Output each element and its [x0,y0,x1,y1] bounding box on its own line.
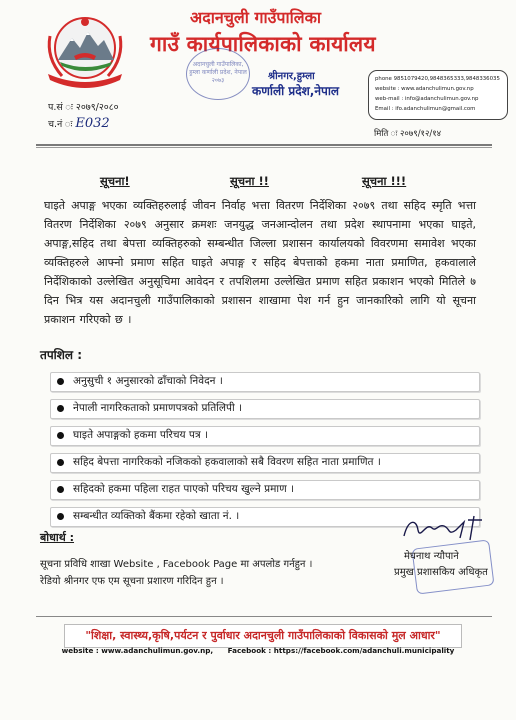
municipality-name: अदानचुली गाउँपालिका [190,8,322,27]
nepal-emblem-icon [40,8,130,94]
location-line-1: श्रीनगर,हुम्ला [268,71,315,82]
date-value: २०७९/१२/१४ [400,129,442,139]
office-stamp-text: अदानचुली गाउँपालिका, हुम्ला कर्णाली प्रदेश, नेपाल २०७३ [189,61,247,84]
footer-website: website : www.adanchulimun.gov.np, [61,646,214,655]
bullet-icon [57,486,64,493]
notice-heading-1: सूचना! [100,174,130,188]
list-item: सहिदको हकमा पहिला राहत पाएको परिचय खुल्ने प्रमाण । [50,480,480,500]
office-stamp [186,48,250,100]
list-item: घाइते अपाङ्गको हकमा परिचय पत्र । [50,426,480,446]
reference-value: २०७९/२०८० [75,102,119,113]
signatory-name: मेघनाथ न्यौपाने [404,551,459,562]
bullet-icon [57,378,64,385]
contact-phone: phone 9851079420,9848365333,9848336035 [375,76,500,82]
signatory-title: प्रमुख प्रशासकिय अधिकृत [394,567,488,578]
cc-line: रेडियो श्रीनगर एफ एम सूचना प्रशारण गरिदिन हुन । [40,576,224,587]
header-divider [36,144,492,146]
cc-heading: बोधार्थ : [40,531,75,544]
bullet-icon [57,459,64,466]
details-heading: तपशिल : [40,348,83,362]
header-divider-thin [36,147,492,148]
dispatch-label: च.नं ः [48,119,73,130]
bullet-icon [57,432,64,439]
notice-heading-3: सूचना !!! [362,174,407,188]
list-item: अनुसुची १ अनुसारको ढाँचाको निवेदन । [50,372,480,392]
footer-divider [36,616,492,617]
dispatch-number [48,116,110,131]
location-line-2: कर्णाली प्रदेश,नेपाल [252,84,340,98]
notice-heading-2: सूचना !! [230,174,269,188]
bullet-icon [57,513,64,520]
document-list [50,372,480,534]
footer [0,646,516,655]
signature-icon [398,514,488,544]
reference-number [48,100,119,113]
cc-list [40,556,312,590]
list-item: सम्बन्धीत व्यक्तिको बैंकमा रहेको खाता नं. । [50,507,480,527]
reference-label: प.सं ः [48,102,73,113]
list-item: सहिद बेपत्ता नागरिकको नजिकको हकवालाको सबै विवरण सहित नाता प्रमाणित । [50,453,480,473]
slogan: "शिक्षा, स्वास्थ्य,कृषि,पर्यटन र पुर्वाधार अदानचुली गाउँपालिकाको विकासको मुल आधार" [64,624,462,648]
dispatch-value: E032 [75,116,110,131]
office-name: गाउँ कार्यपालिकाको कार्यालय [150,32,376,56]
contact-box [368,70,508,120]
date [374,128,441,139]
contact-website: website : www.adanchulimun.gov.np [375,86,474,92]
date-label: मिति ः [374,129,398,139]
list-item: नेपाली नागरिकताको प्रमाणपत्रको प्रतिलिपी । [50,399,480,419]
contact-email: Email : ifo.adanchulimun@gmail.com [375,106,476,112]
bullet-icon [57,405,64,412]
notice-body: घाइते अपाङ्ग भएका व्यक्तिहरुलाई जीवन निर्वाह भत्ता वितरण निर्देशिका २०७९ तथा सहिद स्मृति भत्ता वितरण निर्देशिका २०७९ अनुसार क्रमशः जनयुद्ध जनआन्दोलन तथा प्रदेश स्थापनामा भएका घाइते, अपाङ्ग,सहिद तथा बेपत्ता व्यक्तिहरुको सम्बन्धीत जिल्ला प्रशासन कार्यालयको विवरणमा समावेश भएका व्यक्तिहरुले आफ्नो प्रमाण सहित घाइते अपाङ्ग र सहिद बेपत्ताको हकमा नाता प्रमाणित, हकवालाले निर्देशिकाको उल्लेखित अनुसूचिमा आवेदन र तपशिलमा उल्लेखित प्रमाण सहित प्रकाशन भएको मितिले ७ दिन भित्र यस अदानचुली गाउँपालिकाको प्रशासन शाखामा पेश गर्न हुन जानकारिको लागि यो सूचना प्रकाशन गरिएको छ । [44,199,476,326]
contact-webmail: web-mail : info@adanchulimun.gov.np [375,96,479,102]
cc-line: सूचना प्रविधि शाखा Website , Facebook Page मा अपलोड गर्नहुन । [40,559,313,570]
footer-facebook: Facebook : https://facebook.com/adanchuli.municipality [227,646,455,655]
